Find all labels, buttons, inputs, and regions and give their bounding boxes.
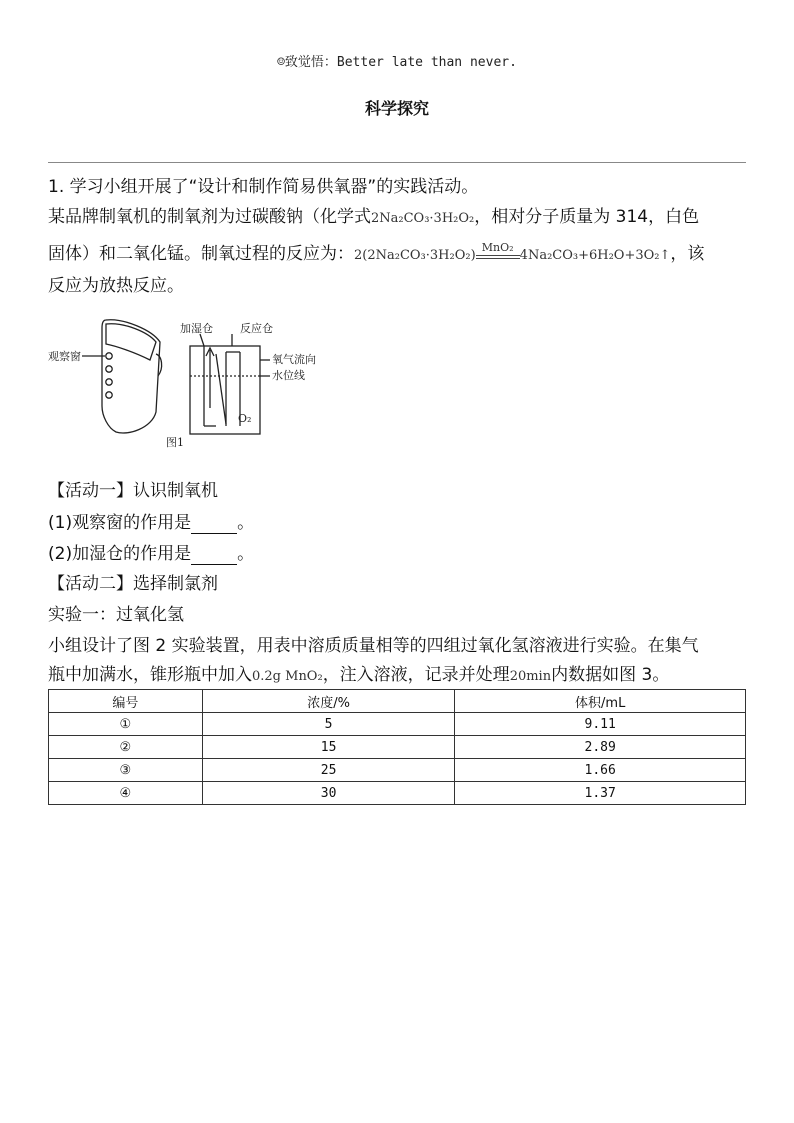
cell-number: ② [49, 736, 203, 759]
experiment-description-2 [48, 664, 669, 688]
answer-blank-1[interactable] [191, 515, 237, 534]
table-header-row [49, 690, 746, 713]
question-1-text: (1)观察窗的作用是 [48, 513, 192, 533]
cell-number: ① [49, 713, 203, 736]
description-2-text-a: 瓶中加满水，锥形瓶中加入 [48, 665, 252, 685]
activity-1-question-2 [48, 543, 254, 565]
activity-1-question-1 [48, 512, 254, 534]
label-reaction-chamber: 反应仓 [240, 322, 273, 335]
description-2-text-b: ，注入溶液，记录并处理 [322, 665, 510, 685]
question-line-3-text-b: ，该 [670, 244, 705, 264]
label-o2: O₂ [238, 412, 252, 425]
experiment-1-title: 实验一：过氧化氢 [48, 605, 184, 625]
question-line-3 [48, 243, 704, 267]
question-line-2-text-a: 某品牌制氧机的制氧剂为过碳酸钠（化学式 [48, 207, 371, 227]
catalyst-mass: 0.2g MnO₂ [252, 669, 323, 684]
question-intro: 1. 学习小组开展了“设计和制作简易供氧器”的实践活动。 [48, 177, 479, 197]
question-1-end: 。 [237, 513, 255, 533]
column-header-number: 编号 [49, 690, 203, 713]
cell-volume: 1.37 [455, 782, 746, 805]
cross-section-drawing [190, 334, 270, 434]
equation-catalyst: MnO₂ [481, 241, 514, 254]
question-2-end: 。 [237, 544, 255, 564]
cell-number: ③ [49, 759, 203, 782]
cell-volume: 1.66 [455, 759, 746, 782]
oxygen-machine-drawing [82, 320, 162, 433]
question-line-2-text-b: ，相对分子质量为 314，白色 [474, 207, 700, 227]
question-2-text: (2)加湿仓的作用是 [48, 544, 192, 564]
question-line-2 [48, 206, 699, 230]
activity-1-heading: 【活动一】认识制氧机 [48, 481, 218, 501]
description-2-text-c: 内数据如图 3。 [551, 665, 670, 685]
equation-condition [476, 241, 520, 259]
figure-1-oxygen-machine [44, 316, 334, 458]
cell-volume: 9.11 [455, 713, 746, 736]
cell-concentration: 15 [202, 736, 455, 759]
column-header-volume: 体积/mL [455, 690, 746, 713]
data-table [48, 689, 746, 805]
answer-blank-2[interactable] [191, 546, 237, 565]
equation-left: 2(2Na₂CO₃·3H₂O₂) [354, 248, 476, 263]
cell-number: ④ [49, 782, 203, 805]
title-divider [48, 162, 746, 163]
label-humidify-chamber: 加湿仓 [180, 322, 213, 335]
question-line-4: 反应为放热反应。 [48, 276, 184, 296]
table-row [49, 736, 746, 759]
label-window: 观察窗 [48, 350, 81, 363]
header-motto: ☺致觉悟：Better late than never. [277, 55, 517, 70]
question-line-3-text-a: 固体）和二氧化锰。制氧过程的反应为： [48, 244, 354, 264]
table-row [49, 713, 746, 736]
cell-concentration: 30 [202, 782, 455, 805]
label-water-line: 水位线 [272, 369, 305, 382]
cell-concentration: 5 [202, 713, 455, 736]
table-row [49, 759, 746, 782]
experiment-description-1: 小组设计了图 2 实验装置，用表中溶质质量相等的四组过氧化氢溶液进行实验。在集气 [48, 636, 699, 656]
equation-right: 4Na₂CO₃+6H₂O+3O₂↑ [519, 248, 671, 263]
chemical-formula: 2Na₂CO₃·3H₂O₂ [371, 211, 475, 226]
column-header-concentration: 浓度/% [202, 690, 455, 713]
figure-1-caption: 图1 [166, 436, 184, 449]
duration: 20min [509, 669, 552, 684]
cell-concentration: 25 [202, 759, 455, 782]
table-row [49, 782, 746, 805]
cell-volume: 2.89 [455, 736, 746, 759]
activity-2-heading: 【活动二】选择制氯剂 [48, 574, 218, 594]
page-title: 科学探究 [364, 99, 429, 118]
label-oxygen-flow: 氧气流向 [272, 353, 316, 366]
